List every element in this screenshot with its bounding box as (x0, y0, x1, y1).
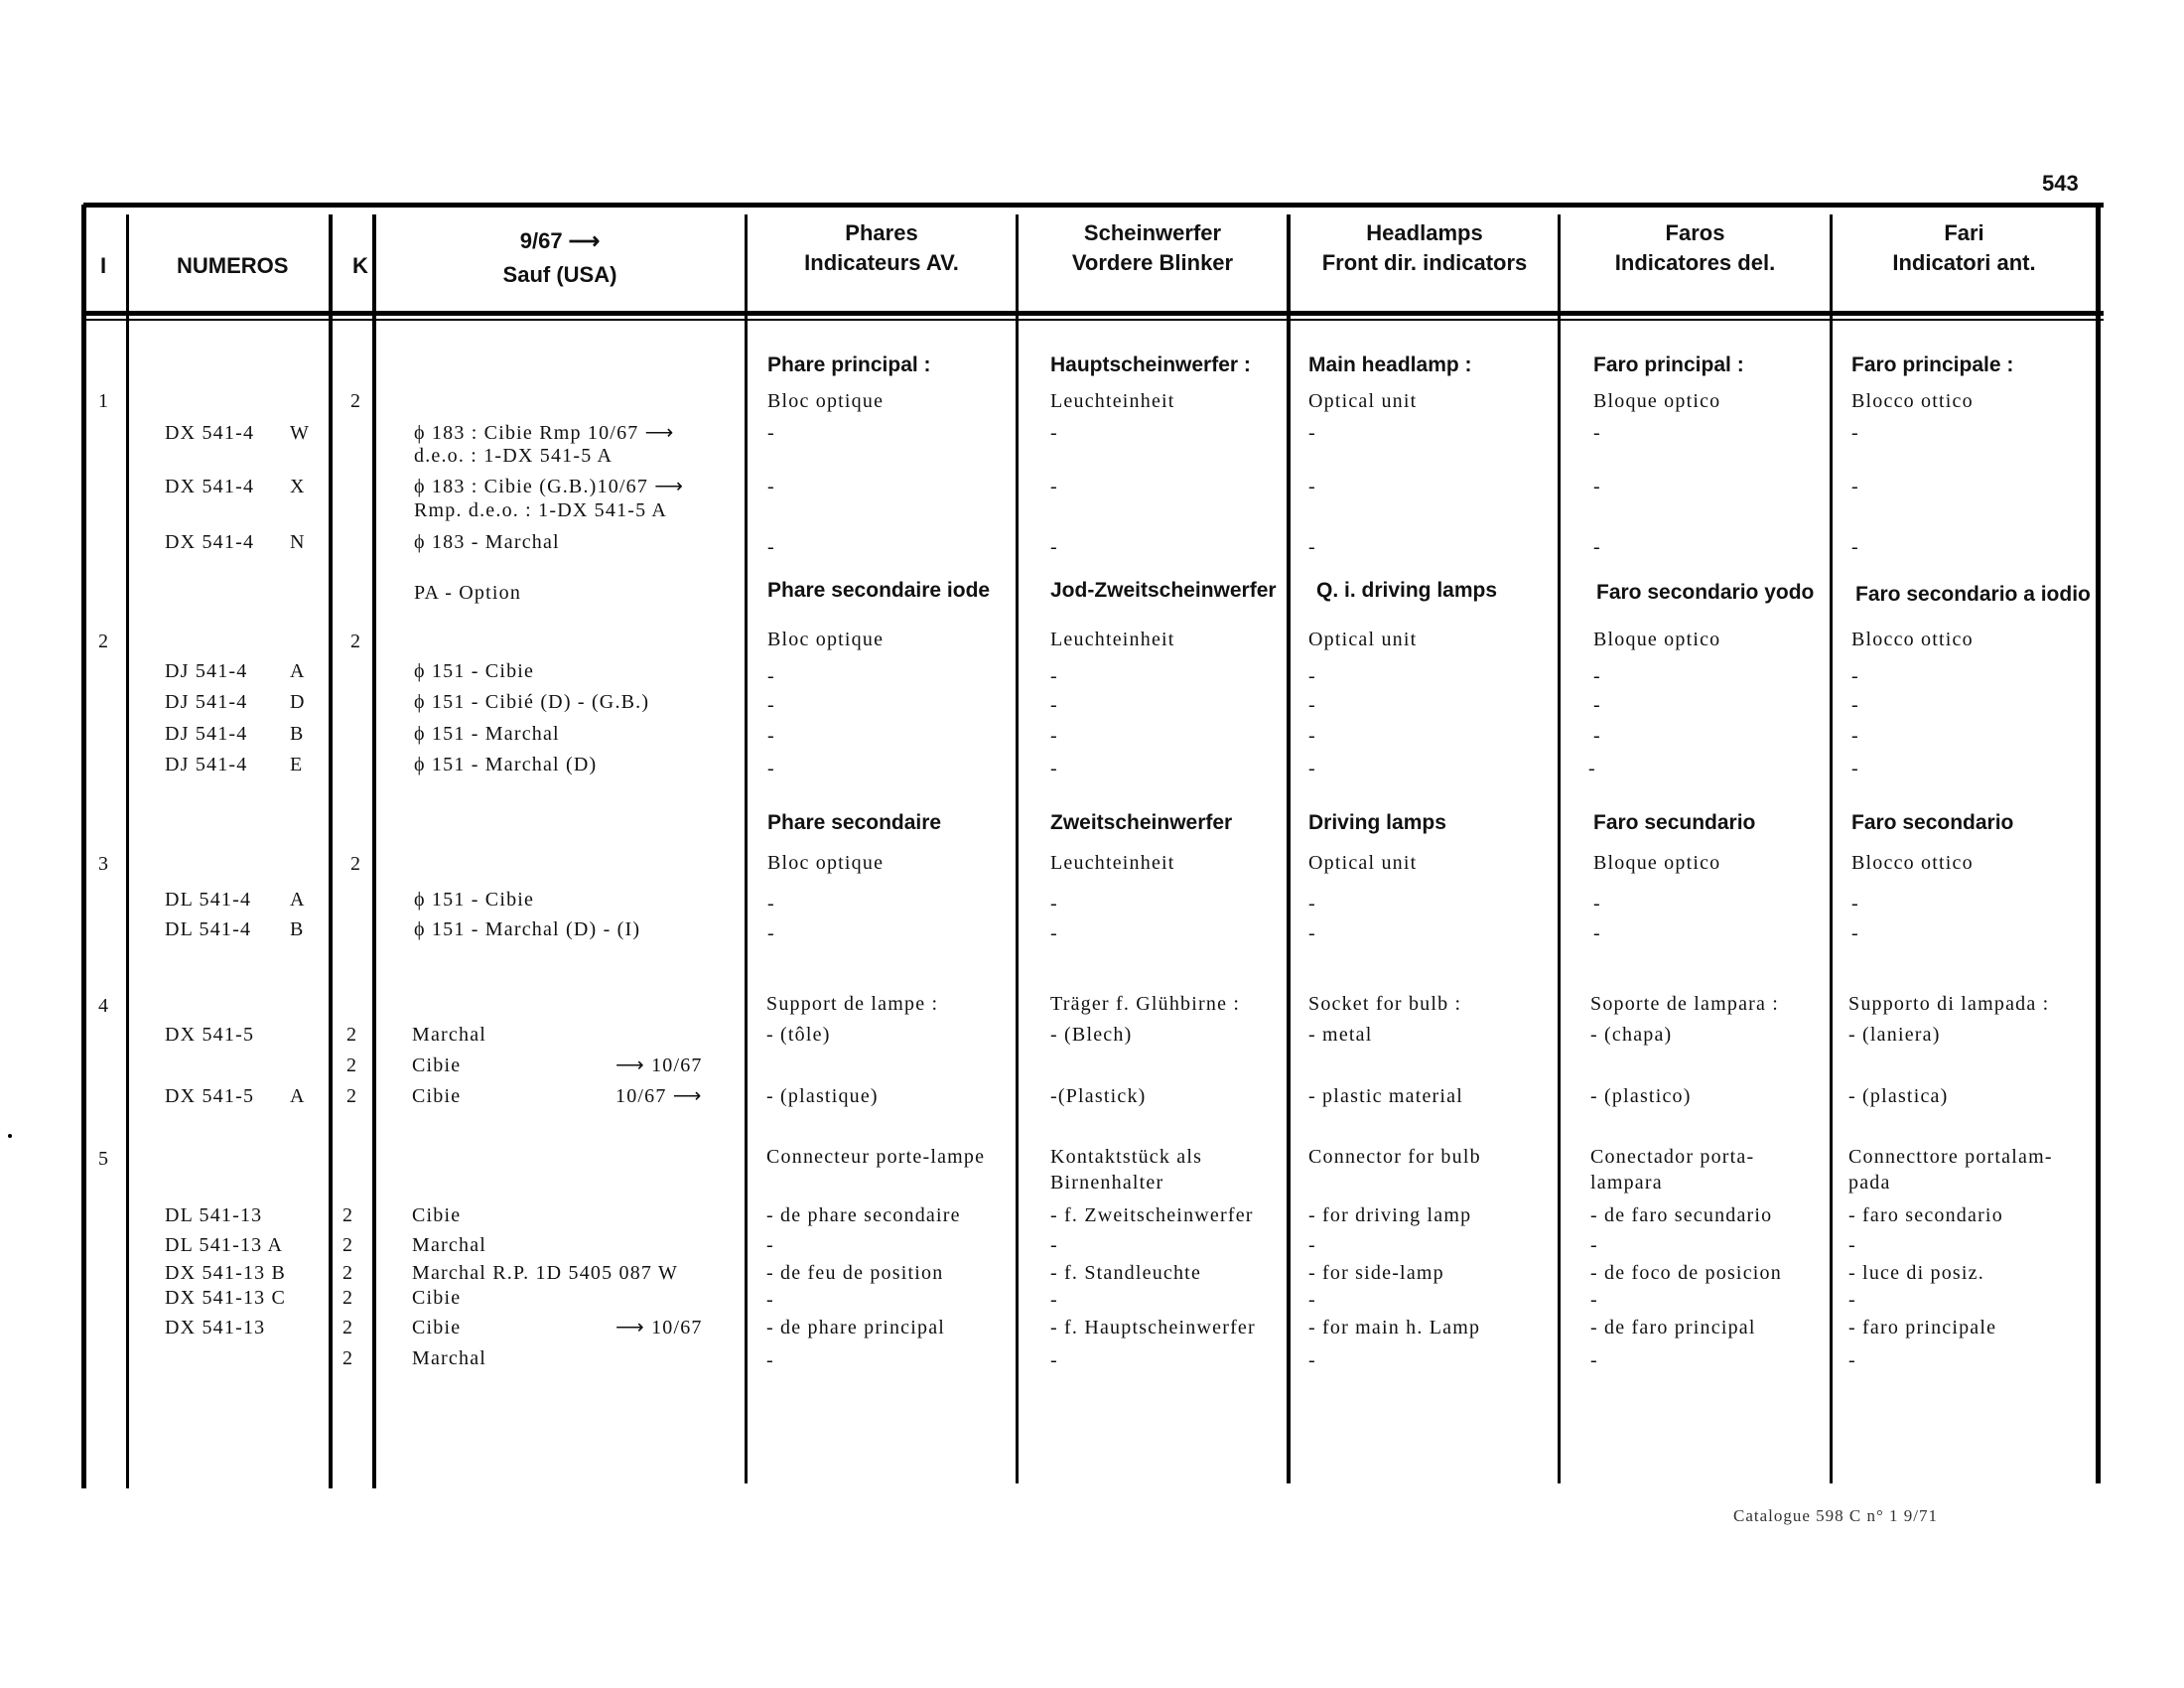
header-spanish-line2: Indicatores del. (1614, 250, 1776, 275)
scan-speck (8, 1134, 12, 1138)
en-value: - metal (1308, 1024, 1373, 1046)
dash-en: - (1308, 665, 1316, 687)
table-top-border (83, 203, 2104, 208)
s1-de-title: Hauptscheinwerfer : (1050, 353, 1251, 376)
s5-fr-title: Connecteur porte-lampe (766, 1146, 986, 1168)
dash-es: - (1593, 694, 1601, 716)
de-value: - (1050, 1234, 1058, 1256)
s4-fr-title: Support de lampe : (766, 993, 939, 1015)
part-description: ϕ 151 - Marchal (D) (414, 754, 598, 775)
s4-es-title: Soporte de lampara : (1590, 993, 1780, 1015)
header-english-line1: Headlamps (1366, 220, 1483, 245)
s5-it-title: Connecttore portalam- (1848, 1146, 2053, 1168)
en-value: - for side-lamp (1308, 1262, 1444, 1284)
dash-en: - (1308, 476, 1316, 497)
part-description: Cibie (412, 1085, 462, 1107)
part-description: ϕ 183 : Cibie (G.B.)10/67 ⟶ (414, 476, 685, 497)
dash-fr: - (767, 922, 775, 944)
part-suffix: E (290, 754, 304, 775)
s2-de-sub: Leuchteinheit (1050, 629, 1175, 650)
dash-de: - (1050, 893, 1058, 914)
dash-en: - (1308, 694, 1316, 716)
es-value: - de faro principal (1590, 1317, 1756, 1338)
part-suffix: N (290, 531, 306, 553)
header-english (1291, 218, 1559, 278)
s5-es-title: lampara (1590, 1172, 1663, 1194)
s3-en-sub: Optical unit (1308, 852, 1418, 874)
header-french (748, 218, 1016, 278)
dash-de: - (1050, 758, 1058, 779)
part-date: ⟶ 10/67 (615, 1055, 703, 1076)
part-number: DX 541-4 (165, 422, 255, 444)
s4-it-title: Supporto di lampada : (1848, 993, 2050, 1015)
s5-it-title: pada (1848, 1172, 1891, 1194)
dash-it: - (1851, 694, 1859, 716)
part-suffix: A (290, 889, 306, 911)
dash-de: - (1050, 422, 1058, 444)
dash-es: - (1593, 893, 1601, 914)
part-suffix: A (290, 660, 306, 682)
s1-index: 1 (98, 390, 110, 412)
dash-it: - (1851, 725, 1859, 747)
part-date: ⟶ 10/67 (615, 1317, 703, 1338)
dash-en: - (1308, 536, 1316, 558)
column-divider (372, 214, 376, 1488)
dash-de: - (1050, 665, 1058, 687)
s4-index: 4 (98, 995, 110, 1017)
it-value: - (plastica) (1848, 1085, 1949, 1107)
s5-index: 5 (98, 1148, 110, 1170)
header-italian-line2: Indicatori ant. (1892, 250, 2036, 275)
column-divider (1287, 214, 1291, 1483)
it-value: - (laniera) (1848, 1024, 1941, 1046)
dash-de: - (1050, 536, 1058, 558)
part-number: DX 541-4 (165, 531, 255, 553)
dash-it: - (1851, 422, 1859, 444)
s1-it-sub: Blocco ottico (1851, 390, 1974, 412)
s1-k: 2 (350, 390, 362, 412)
en-value: - for driving lamp (1308, 1204, 1472, 1226)
dash-de: - (1050, 694, 1058, 716)
dash-en: - (1308, 725, 1316, 747)
part-number: DX 541-13 (165, 1317, 266, 1338)
part-description: Marchal (412, 1347, 487, 1369)
part-suffix: D (290, 691, 306, 713)
header-german-line1: Scheinwerfer (1083, 220, 1222, 245)
en-value: - (1308, 1289, 1316, 1311)
dash-fr: - (767, 758, 775, 779)
dash-fr: - (767, 694, 775, 716)
part-suffix: B (290, 918, 305, 940)
part-quantity: 2 (342, 1317, 354, 1338)
s3-es-title: Faro secundario (1593, 811, 1756, 834)
header-spanish (1561, 218, 1830, 278)
dash-es: - (1593, 725, 1601, 747)
header-italian (1833, 218, 2096, 278)
column-divider (1830, 214, 1833, 1483)
header-bottom-border (85, 311, 2104, 316)
s3-de-title: Zweitscheinwerfer (1050, 811, 1233, 834)
en-value: - (1308, 1349, 1316, 1371)
s5-de-title: Birnenhalter (1050, 1172, 1164, 1194)
part-number: DX 541-5 (165, 1085, 255, 1107)
header-french-line2: Indicateurs AV. (804, 250, 959, 275)
dash-fr: - (767, 422, 775, 444)
dash-en: - (1308, 758, 1316, 779)
de-value: -(Plastick) (1050, 1085, 1147, 1107)
part-quantity: 2 (346, 1085, 358, 1107)
s2-it-sub: Blocco ottico (1851, 629, 1974, 650)
fr-value: - de phare principal (766, 1317, 946, 1338)
part-number: DL 541-13 A (165, 1234, 284, 1256)
dash-de: - (1050, 922, 1058, 944)
dash-es: - (1593, 665, 1601, 687)
part-number: DJ 541-4 (165, 754, 248, 775)
dash-fr: - (767, 725, 775, 747)
part-quantity: 2 (342, 1287, 354, 1309)
es-value: - de foco de posicion (1590, 1262, 1782, 1284)
it-value: - (1848, 1349, 1856, 1371)
en-value: - plastic material (1308, 1085, 1463, 1107)
header-numeros: NUMEROS (177, 253, 289, 278)
part-suffix: X (290, 476, 306, 497)
s2-fr-sub: Bloc optique (767, 629, 885, 650)
s5-de-title: Kontaktstück als (1050, 1146, 1203, 1168)
de-value: - (1050, 1289, 1058, 1311)
dash-it: - (1851, 665, 1859, 687)
it-value: - luce di posiz. (1848, 1262, 1984, 1284)
dash-it: - (1851, 758, 1859, 779)
part-description: Cibie (412, 1204, 462, 1226)
es-value: - (1590, 1234, 1598, 1256)
part-quantity: 2 (342, 1234, 354, 1256)
dash-fr: - (767, 536, 775, 558)
dash-en: - (1308, 893, 1316, 914)
part-description: Marchal (412, 1024, 487, 1046)
s5-en-title: Connector for bulb (1308, 1146, 1481, 1168)
header-italian-line1: Fari (1944, 220, 1984, 245)
s1-it-title: Faro principale : (1851, 353, 2014, 376)
s2-option: PA - Option (414, 582, 522, 604)
part-description: Marchal (412, 1234, 487, 1256)
part-number: DJ 541-4 (165, 723, 248, 745)
dash-es: - (1593, 476, 1601, 497)
s1-es-title: Faro principal : (1593, 353, 1744, 376)
s3-fr-title: Phare secondaire (767, 811, 942, 834)
it-value: - (1848, 1289, 1856, 1311)
part-description: Rmp. d.e.o. : 1-DX 541-5 A (414, 499, 668, 521)
part-quantity: 2 (342, 1262, 354, 1284)
part-description: ϕ 151 - Marchal (D) - (I) (414, 918, 641, 940)
header-k: K (352, 253, 368, 278)
de-value: - f. Hauptscheinwerfer (1050, 1317, 1256, 1338)
s2-de-title: Jod-Zweitscheinwerfer (1050, 579, 1277, 602)
header-french-line1: Phares (845, 220, 918, 245)
part-number: DX 541-13 B (165, 1262, 287, 1284)
s3-es-sub: Bloque optico (1593, 852, 1721, 874)
dash-en: - (1308, 922, 1316, 944)
s2-index: 2 (98, 631, 110, 652)
s3-index: 3 (98, 853, 110, 875)
part-number: DX 541-4 (165, 476, 255, 497)
part-description: Cibie (412, 1055, 462, 1076)
part-description: Cibie (412, 1287, 462, 1309)
column-divider (2096, 203, 2101, 1483)
s2-es-sub: Bloque optico (1593, 629, 1721, 650)
part-description: ϕ 183 : Cibie Rmp 10/67 ⟶ (414, 422, 675, 444)
part-description: ϕ 183 - Marchal (414, 531, 560, 553)
header-date-line1: 9/67 ⟶ (519, 228, 601, 253)
column-divider (1016, 214, 1019, 1483)
part-number: DX 541-5 (165, 1024, 255, 1046)
s2-it-title: Faro secondario a iodio (1855, 583, 2091, 606)
part-description: ϕ 151 - Cibié (D) - (G.B.) (414, 691, 650, 713)
s3-en-title: Driving lamps (1308, 811, 1446, 834)
s2-fr-title: Phare secondaire iode (767, 579, 991, 602)
de-value: - f. Zweitscheinwerfer (1050, 1204, 1254, 1226)
s4-en-title: Socket for bulb : (1308, 993, 1462, 1015)
s1-en-title: Main headlamp : (1308, 353, 1472, 376)
column-divider (81, 205, 86, 1488)
dash-fr: - (767, 893, 775, 914)
s1-de-sub: Leuchteinheit (1050, 390, 1175, 412)
s1-fr-sub: Bloc optique (767, 390, 885, 412)
s3-fr-sub: Bloc optique (767, 852, 885, 874)
part-quantity: 2 (346, 1024, 358, 1046)
dash-fr: - (767, 476, 775, 497)
s2-en-sub: Optical unit (1308, 629, 1418, 650)
dash-de: - (1050, 476, 1058, 497)
part-quantity: 2 (342, 1347, 354, 1369)
header-index: I (100, 253, 107, 278)
s5-es-title: Conectador porta- (1590, 1146, 1755, 1168)
dash-de: - (1050, 725, 1058, 747)
es-value: - (1590, 1349, 1598, 1371)
part-description: ϕ 151 - Cibie (414, 660, 535, 682)
part-number: DJ 541-4 (165, 660, 248, 682)
column-divider (126, 214, 129, 1488)
part-description: Marchal R.P. 1D 5405 087 W (412, 1262, 679, 1284)
es-value: - de faro secundario (1590, 1204, 1773, 1226)
it-value: - faro principale (1848, 1317, 1997, 1338)
part-number: DL 541-4 (165, 889, 252, 911)
s1-fr-title: Phare principal : (767, 353, 931, 376)
header-date (377, 226, 743, 290)
column-divider (1558, 214, 1561, 1483)
s3-it-title: Faro secondario (1851, 811, 2014, 834)
it-value: - (1848, 1234, 1856, 1256)
dash-fr: - (767, 665, 775, 687)
fr-value: - (tôle) (766, 1024, 831, 1046)
dash-it: - (1851, 536, 1859, 558)
fr-value: - de phare secondaire (766, 1204, 961, 1226)
header-german (1019, 218, 1287, 278)
part-date: 10/67 ⟶ (615, 1085, 703, 1107)
dash-it: - (1851, 476, 1859, 497)
s2-en-title: Q. i. driving lamps (1316, 579, 1498, 602)
en-value: - for main h. Lamp (1308, 1317, 1481, 1338)
es-value: - (plastico) (1590, 1085, 1692, 1107)
it-value: - faro secondario (1848, 1204, 2003, 1226)
s3-de-sub: Leuchteinheit (1050, 852, 1175, 874)
fr-value: - (766, 1234, 774, 1256)
s4-de-title: Träger f. Glühbirne : (1050, 993, 1241, 1015)
fr-value: - (766, 1349, 774, 1371)
dash-it: - (1851, 922, 1859, 944)
part-description: ϕ 151 - Marchal (414, 723, 560, 745)
header-date-line2: Sauf (USA) (502, 262, 617, 287)
part-description: ϕ 151 - Cibie (414, 889, 535, 911)
column-divider (745, 214, 748, 1483)
part-quantity: 2 (346, 1055, 358, 1076)
es-value: - (chapa) (1590, 1024, 1673, 1046)
de-value: - (Blech) (1050, 1024, 1133, 1046)
fr-value: - de feu de position (766, 1262, 944, 1284)
part-suffix: A (290, 1085, 306, 1107)
dash-it: - (1851, 893, 1859, 914)
s1-en-sub: Optical unit (1308, 390, 1418, 412)
header-spanish-line1: Faros (1665, 220, 1725, 245)
part-suffix: W (290, 422, 311, 444)
header-thin-border (85, 319, 2104, 321)
dash-en: - (1308, 422, 1316, 444)
part-number: DL 541-4 (165, 918, 252, 940)
s2-k: 2 (350, 631, 362, 652)
dash-es: - (1593, 922, 1601, 944)
s3-k: 2 (350, 853, 362, 875)
es-value: - (1590, 1289, 1598, 1311)
en-value: - (1308, 1234, 1316, 1256)
part-number: DJ 541-4 (165, 691, 248, 713)
header-english-line2: Front dir. indicators (1321, 250, 1528, 275)
part-number: DX 541-13 C (165, 1287, 287, 1309)
fr-value: - (766, 1289, 774, 1311)
s1-es-sub: Bloque optico (1593, 390, 1721, 412)
header-german-line2: Vordere Blinker (1071, 250, 1234, 275)
de-value: - (1050, 1349, 1058, 1371)
page-number: 543 (2042, 171, 2079, 196)
s2-es-title: Faro secondario yodo (1596, 581, 1815, 604)
part-description: d.e.o. : 1-DX 541-5 A (414, 445, 614, 467)
column-divider (329, 214, 333, 1488)
fr-value: - (plastique) (766, 1085, 879, 1107)
dash-es: - (1593, 536, 1601, 558)
de-value: - f. Standleuchte (1050, 1262, 1202, 1284)
dash-es: - (1593, 422, 1601, 444)
s3-it-sub: Blocco ottico (1851, 852, 1974, 874)
part-quantity: 2 (342, 1204, 354, 1226)
part-number: DL 541-13 (165, 1204, 263, 1226)
catalogue-reference: Catalogue 598 C n° 1 9/71 (1733, 1506, 1939, 1525)
dash-es: - (1588, 758, 1596, 779)
part-suffix: B (290, 723, 305, 745)
part-description: Cibie (412, 1317, 462, 1338)
